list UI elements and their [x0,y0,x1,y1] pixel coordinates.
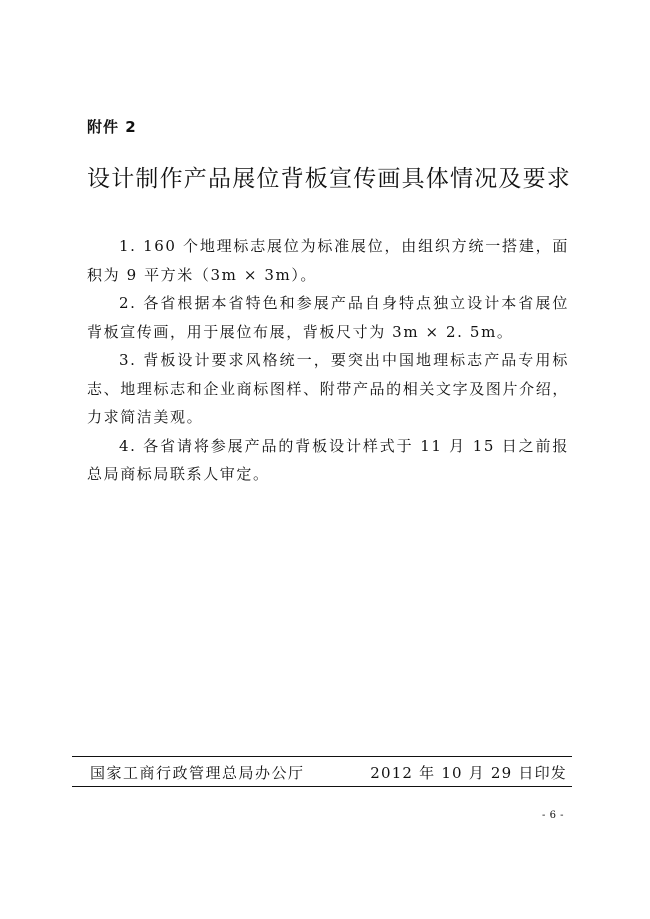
paragraph-2: 2. 各省根据本省特色和参展产品自身特点独立设计本省展位背板宣传画，用于展位布展，背板尺寸为 3m × 2. 5m。 [87,294,569,341]
paragraph-1: 1. 160 个地理标志展位为标准展位，由组织方统一搭建，面积为 9 平方米（3m × 3m）。 [87,237,569,284]
document-title: 设计制作产品展位背板宣传画具体情况及要求 [87,166,571,192]
footer-date: 2012 年 10 月 29 日印发 [370,764,567,782]
footer-bottom-rule [72,786,572,787]
paragraph-4: 4. 各省请将参展产品的背板设计样式于 11 月 15 日之前报总局商标局联系人审定。 [87,436,569,483]
page-number: - 6 - [542,810,564,821]
attachment-label: 附件 2 [87,118,137,136]
paragraph-3: 3. 背板设计要求风格统一，要突出中国地理标志产品专用标志、地理标志和企业商标图样、附带产品的相关文字及图片介绍，力求简洁美观。 [87,351,569,426]
footer-issuer: 国家工商行政管理总局办公厅 [90,764,305,782]
document-body [87,232,569,489]
footer-top-rule [72,756,572,757]
